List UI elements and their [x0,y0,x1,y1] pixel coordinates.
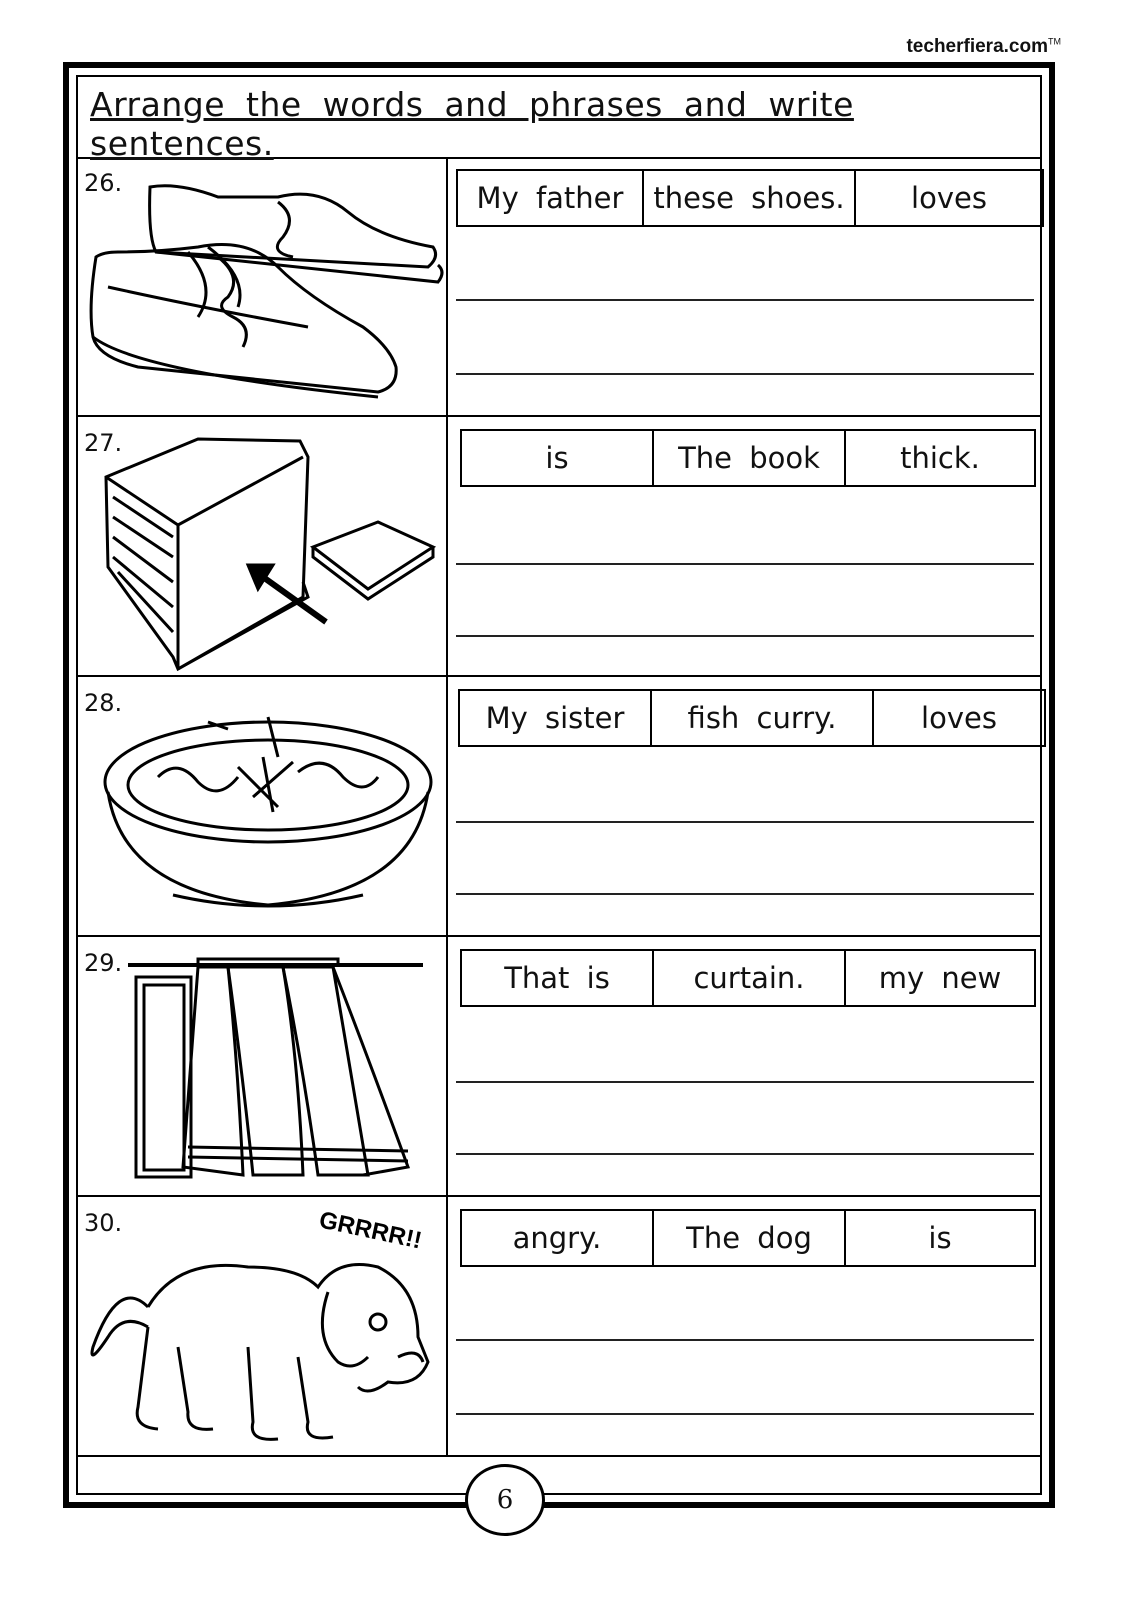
word-box: loves [911,181,987,215]
trademark: TM [1048,36,1061,47]
word-boxes [460,1209,1036,1267]
worksheet-frame [63,62,1055,1508]
exercise-number: 28. [84,689,123,717]
brand-name: techerfiera.com [906,36,1048,57]
writing-line[interactable] [456,1339,1034,1341]
word-box: these shoes. [644,171,856,225]
curtain-illustration-icon [78,937,446,1195]
word-box: curtain. [654,951,846,1005]
brand-watermark [906,36,1061,58]
word-box: My sister [460,691,652,745]
picture-cell [78,417,448,675]
exercise-row [78,937,1040,1197]
writing-line[interactable] [456,821,1034,823]
word-box: loves [921,701,997,735]
picture-cell [78,157,448,415]
writing-line[interactable] [456,635,1034,637]
exercise-number: 29. [84,949,123,977]
word-boxes [458,689,1046,747]
word-box: angry. [462,1211,654,1265]
exercise-number: 27. [84,429,123,457]
word-box: fish curry. [652,691,874,745]
picture-cell [78,677,448,935]
worksheet-title: Arrange the words and phrases and write sentences. [90,85,854,163]
worksheet-header [78,77,1040,163]
word-boxes [460,429,1036,487]
word-boxes [460,949,1036,1007]
exercise-row [78,157,1040,417]
writing-line[interactable] [456,1153,1034,1155]
word-box: My father [458,171,644,225]
book-illustration-icon [78,417,446,675]
worksheet-inner [76,75,1042,1495]
word-box: The book [654,431,846,485]
writing-line[interactable] [456,373,1034,375]
word-box: The dog [654,1211,846,1265]
word-box: is [928,1221,952,1255]
answer-cell [448,937,1040,1195]
word-boxes [456,169,1044,227]
shoes-illustration-icon [78,157,446,415]
exercise-number: 30. [84,1209,123,1237]
picture-cell [78,937,448,1195]
exercise-number: 26. [84,169,123,197]
word-box: my new [878,961,1002,995]
exercise-row [78,417,1040,677]
word-box: That is [462,951,654,1005]
writing-line[interactable] [456,563,1034,565]
writing-line[interactable] [456,1081,1034,1083]
worksheet-footer [78,1435,1040,1493]
answer-cell [448,157,1040,415]
page-number: 6 [465,1464,545,1536]
answer-cell [448,677,1040,935]
exercise-row [78,677,1040,937]
answer-cell [448,417,1040,675]
bowl-illustration-icon [78,677,446,935]
writing-line[interactable] [456,893,1034,895]
writing-line[interactable] [456,1413,1034,1415]
word-box: thick. [900,441,980,475]
answer-cell [448,1197,1040,1455]
exercise-row [78,1197,1040,1457]
dog-illustration-icon [78,1197,446,1455]
writing-line[interactable] [456,299,1034,301]
dog-sound-text: GRRRR!! [316,1206,425,1255]
picture-cell [78,1197,448,1455]
word-box: is [462,431,654,485]
